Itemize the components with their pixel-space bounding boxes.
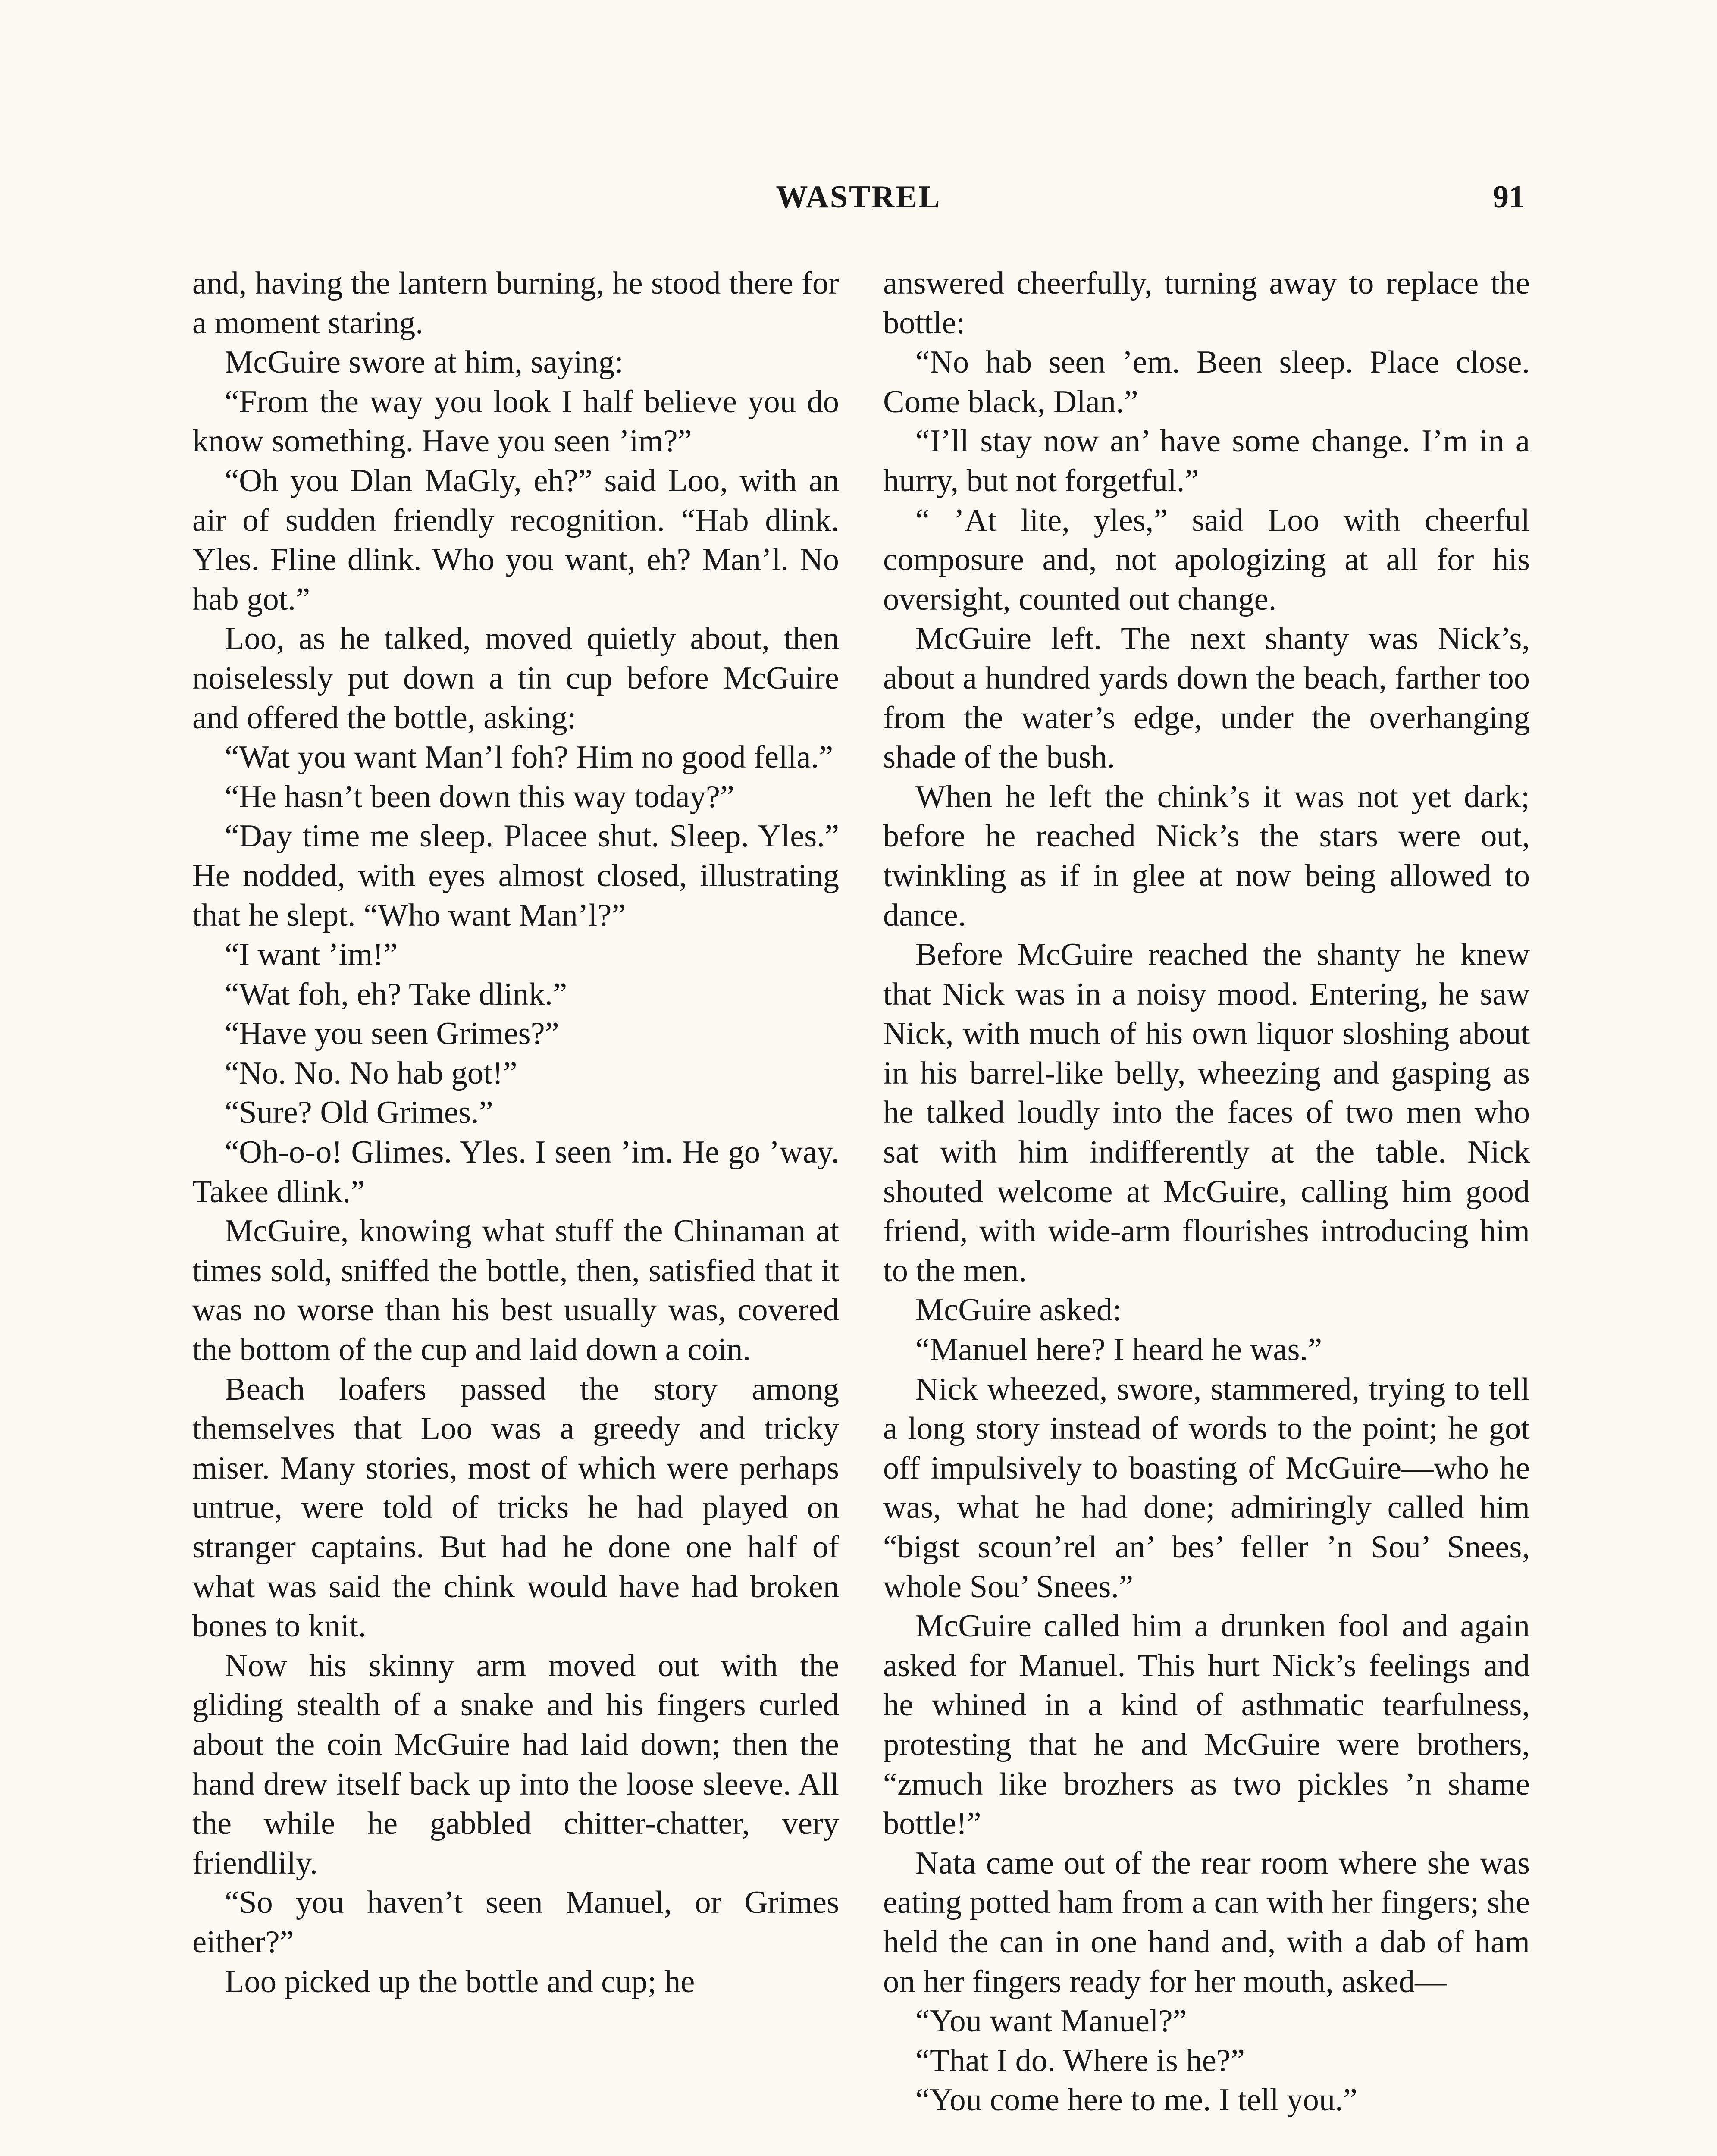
paragraph: Before McGuire reached the shanty he knew that Nick was in a noisy mood. Entering, he saw Nick, with much of his own liquor sloshing about in his barrel-like belly, wheezing and gasping as he talked loudly into the faces of two men who sat with him indifferently at the table. Nick shouted welcome at McGuire, calling him good friend, with wide-arm flourishes introducing him to the men. — [883, 937, 1530, 1288]
paragraph: “No. No. No hab got!” — [225, 1055, 517, 1091]
paragraph: Loo, as he talked, moved quietly about, then noiselessly put down a tin cup before McGuire and offered the bottle, asking: — [192, 621, 839, 736]
paragraph: “From the way you look I half believe you do know something. Have you seen ’im?” — [192, 384, 839, 459]
paragraph: “Have you seen Grimes?” — [225, 1016, 559, 1052]
paragraph: and, having the lantern burning, he stood there for a moment staring. — [192, 266, 839, 341]
right-column — [883, 264, 1530, 2120]
paragraph: “I’ll stay now an’ have some change. I’m in a hurry, but not forgetful.” — [883, 423, 1530, 498]
paragraph: Now his skinny arm moved out with the gliding stealth of a snake and his fingers curled about the coin McGuire had laid down; then the hand drew itself back up into the loose sleeve. All the while he gabbled chitter-chatter, very friendlily. — [192, 1648, 839, 1881]
paragraph: “Sure? Old Grimes.” — [225, 1095, 493, 1131]
paragraph: “That I do. Where is he?” — [915, 2043, 1245, 2078]
paragraph: Nata came out of the rear room where she was eating potted ham from a can with her fingers; she held the can in one hand and, with a dab of ham on her fingers ready for her mouth, asked— — [883, 1845, 1530, 1999]
paragraph: “Day time me sleep. Placee shut. Sleep. Yles.” He nodded, with eyes almost closed, illustrating that he slept. “Who want Man’l?” — [192, 818, 839, 933]
paragraph: “ ’At lite, yles,” said Loo with cheerful composure and, not apologizing at all for his oversight, counted out change. — [883, 502, 1530, 617]
paragraph: “You come here to me. I tell you.” — [915, 2082, 1357, 2118]
paragraph: “Wat foh, eh? Take dlink.” — [225, 976, 567, 1012]
paragraph: McGuire called him a drunken fool and again asked for Manuel. This hurt Nick’s feelings and he whined in a kind of asthmatic tearfulness, protesting that he and McGuire were brothers, “zmuch like brozhers as two pickles ’n shame bottle!” — [883, 1608, 1530, 1842]
paragraph: When he left the chink’s it was not yet dark; before he reached Nick’s the stars were out, twinkling as if in glee at now being allowed to dance. — [883, 779, 1530, 933]
paragraph: “Wat you want Man’l foh? Him no good fella.” — [225, 740, 833, 775]
paragraph: “Oh you Dlan MaGly, eh?” said Loo, with an air of sudden friendly recognition. “Hab dlink. Yles. Fline dlink. Who you want, eh? Man’l. No hab got.” — [192, 463, 839, 617]
paragraph: “So you haven’t seen Manuel, or Grimes either?” — [192, 1885, 839, 1960]
paragraph: McGuire, knowing what stuff the Chinaman at times sold, sniffed the bottle, then, satisfied that it was no worse than his best usually was, covered the bottom of the cup and laid down a coin. — [192, 1213, 839, 1368]
paragraph: Loo picked up the bottle and cup; he — [225, 1964, 695, 1999]
paragraph: Nick wheezed, swore, stammered, trying to tell a long story instead of words to the point; he got off impulsively to boasting of McGuire—who he was, what he had done; admiringly called him “bigst scoun’rel an’ bes’ feller ’n Sou’ Snees, whole Sou’ Snees.” — [883, 1371, 1530, 1604]
paragraph: McGuire left. The next shanty was Nick’s, about a hundred yards down the beach, farther too from the water’s edge, under the overhanging shade of the bush. — [883, 621, 1530, 775]
paragraph: answered cheerfully, turning away to replace the bottle: — [883, 266, 1530, 341]
left-column — [192, 264, 839, 2002]
paragraph: “I want ’im!” — [225, 937, 398, 973]
running-title: WASTREL — [776, 179, 941, 215]
page-number: 91 — [1493, 179, 1525, 215]
paragraph: McGuire swore at him, saying: — [225, 345, 624, 380]
paragraph: “Oh-o-o! Glimes. Yles. I seen ’im. He go ’way. Takee dlink.” — [192, 1134, 839, 1210]
paragraph: “No hab seen ’em. Been sleep. Place close. Come black, Dlan.” — [883, 345, 1530, 420]
paragraph: “He hasn’t been down this way today?” — [225, 779, 734, 815]
page-header — [192, 179, 1525, 226]
paragraph: Beach loafers passed the story among themselves that Loo was a greedy and tricky miser. Many stories, most of which were perhaps untrue, were told of tricks he had played on stranger captains. But had he done one half of what was said the chink would have had broken bones to knit. — [192, 1371, 839, 1644]
paragraph: McGuire asked: — [915, 1292, 1122, 1328]
paragraph: “Manuel here? I heard he was.” — [915, 1332, 1322, 1368]
paragraph: “You want Manuel?” — [915, 2003, 1187, 2039]
